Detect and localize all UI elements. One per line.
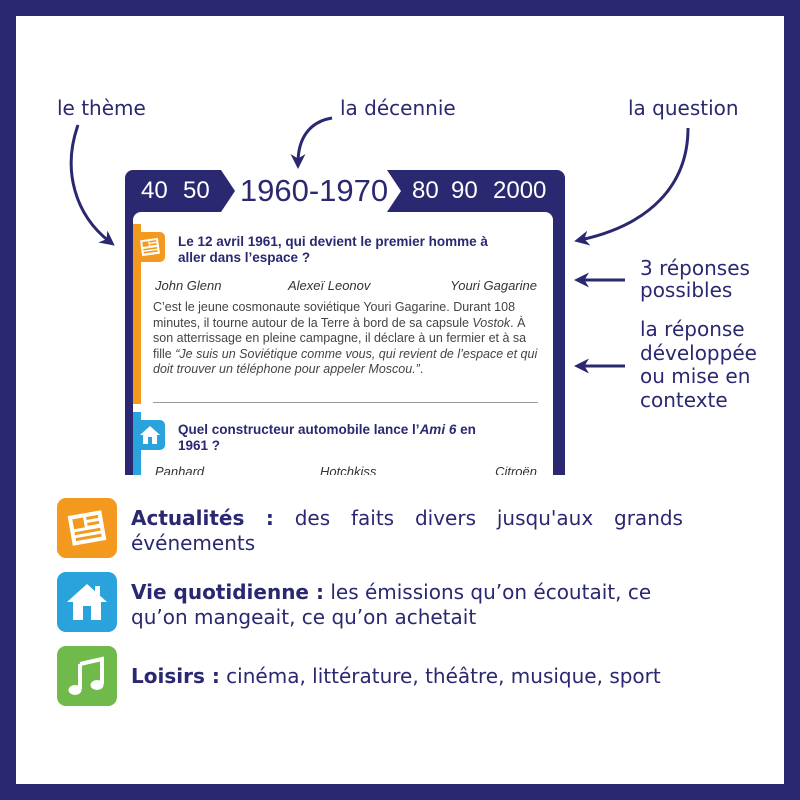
answer-option: Alexeï Leonov: [288, 278, 371, 293]
question-1-explanation: [153, 300, 539, 378]
explanation-text: .: [419, 362, 424, 376]
legend-leisure: [131, 664, 683, 689]
annotation-explanation-line: développée: [640, 340, 757, 365]
answer-option: Panhard: [155, 464, 205, 475]
legend-title: Actualités :: [131, 506, 274, 530]
decade-label: 40: [141, 177, 168, 204]
legend-desc: cinéma, littérature, théâtre, musique, sport: [219, 664, 661, 688]
legend-title: Vie quotidienne :: [131, 580, 324, 604]
legend-news: [131, 506, 683, 556]
question-1-text: [178, 234, 538, 266]
legend-title: Loisirs :: [131, 664, 220, 688]
explanation-text: . À son atterrissage en pleine campagne, il déclare à un fermier et à sa fille: [153, 315, 527, 361]
annotation-explanation-line: contexte: [640, 387, 728, 412]
decade-label: 90: [451, 177, 478, 204]
explanation-italic: Vostok: [472, 315, 511, 330]
newspaper-icon: [135, 232, 165, 262]
decade-bar: [125, 170, 565, 212]
card-body: [133, 212, 553, 475]
explanation-text: C’est le jeune cosmonaute soviétique Youri Gagarine. Durant 108 minutes, il tourne autour de la Terre à bord de sa capsule: [153, 300, 516, 330]
question-line: 1961 ?: [178, 438, 221, 453]
annotation-explanation: [640, 318, 757, 412]
decade-label: 2000: [493, 177, 547, 204]
question-text: en: [456, 422, 476, 437]
answer-option: Citroën: [495, 464, 537, 475]
question-card: [125, 170, 565, 475]
newspaper-icon: [57, 498, 117, 558]
decade-label: 50: [183, 177, 210, 204]
annotation-explanation-line: ou mise en: [640, 364, 751, 388]
house-icon: [57, 572, 117, 632]
annotation-explanation-line: la réponse: [640, 317, 745, 341]
annotation-answers: [640, 257, 750, 301]
legend-daily-life: [131, 580, 683, 630]
legend-desc: des faits divers jusqu'aux grands événements: [131, 506, 683, 555]
question-divider: [153, 402, 538, 403]
answer-option: Youri Gagarine: [450, 278, 537, 293]
annotation-question: la question: [628, 96, 739, 120]
music-note-icon: [57, 646, 117, 706]
answer-option: John Glenn: [155, 278, 222, 293]
question-text: Quel constructeur automobile lance l’: [178, 422, 420, 437]
explanation-quote: “Je suis un Soviétique comme vous, qui revient de l’espace et qui doit trouver un téléphone pour appeler Moscou.”: [153, 346, 538, 376]
question-line: aller dans l’espace ?: [178, 250, 311, 265]
answer-option: Hotchkiss: [320, 464, 377, 475]
decade-label: 80: [412, 177, 439, 204]
question-2-text: [178, 422, 538, 454]
annotation-answers-line: possibles: [640, 278, 733, 302]
question-line: Le 12 avril 1961, qui devient le premier homme à: [178, 234, 488, 249]
current-decade: 1960-1970: [239, 173, 389, 208]
legend-desc: les émissions qu’on écoutait, ce qu’on mangeait, ce qu’on achetait: [131, 580, 652, 629]
annotation-theme: le thème: [57, 96, 146, 120]
question-line: [178, 422, 538, 438]
annotation-answers-line: 3 réponses: [640, 256, 750, 280]
house-icon: [135, 420, 165, 450]
annotation-decade: la décennie: [340, 96, 456, 120]
question-italic: Ami 6: [419, 422, 457, 437]
